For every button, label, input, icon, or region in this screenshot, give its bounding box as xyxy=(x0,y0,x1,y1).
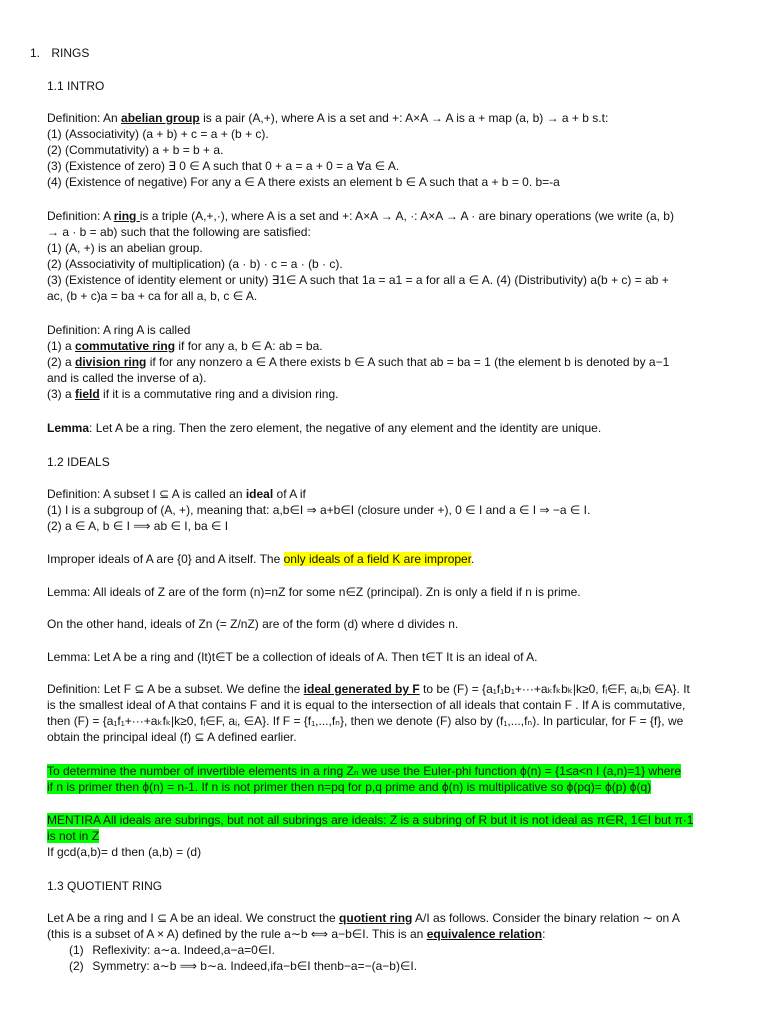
section-title: RINGS xyxy=(51,46,90,60)
lemma-ideals-of-z: Lemma: All ideals of Z are of the form (n)=nZ for some n∈Z (principal). Zn is only a field if n is prime. xyxy=(47,585,581,599)
text-run: to be (F) = {a₁f₁b₁+···+aₖfₖbₖ|k≥0, fᵢ∈F, aᵢ,bᵢ ∈A}. It xyxy=(419,682,690,696)
list-item: (2) a ∈ A, b ∈ I ⟹ ab ∈ I, ba ∈ I xyxy=(47,519,229,533)
list-item: (2) (Associativity of multiplication) (a · b) · c = a · (b · c). xyxy=(47,257,343,271)
list-item xyxy=(47,354,737,370)
text-run: is a triple (A,+,·), where A is a set and +: A×A → A, ·: A×A → A · are binary operations (we write (a, b) xyxy=(139,209,674,223)
list-item xyxy=(47,958,737,974)
list-item: (3) (Existence of identity element or unity) ∃1∈ A such that 1a = a1 = a for all a ∈ A. (4) (Distributivity) a(b + c) = ab + xyxy=(47,273,669,287)
list-item-continuation: and is called the inverse of a). xyxy=(47,371,207,385)
lemma-intersection: Lemma: Let A be a ring and (It)t∈T be a collection of ideals of A. Then t∈T It is an ideal of A. xyxy=(47,650,538,664)
generated-def-line-3: then (F) = {a₁f₁+···+aₖfₖ|k≥0, fᵢ∈F, aᵢ, ∈A}. If F = {f₁,...,fₙ}, then we denote (F) also by (f₁,...,fₙ). In particular, for F = {f}, we xyxy=(47,714,684,728)
text-run: Let A be a ring and I ⊆ A be an ideal. We construct the xyxy=(47,911,340,925)
text-run: is a pair (A,+), where A is a set and +: A×A → A is a + map (a, b) → a + b s.t: xyxy=(199,111,609,125)
text-run: (2) a xyxy=(47,355,76,369)
text-run: if it is a commutative ring and a division ring. xyxy=(99,387,339,401)
text-run: : Let A be a ring. Then the zero element, the negative of any element and the identity are unique. xyxy=(89,421,602,435)
lemma-uniqueness xyxy=(47,420,737,436)
ring-definition xyxy=(47,208,737,304)
green-highlight: To determine the number of invertible elements in a ring Zₙ we use the Euler-phi function ϕ(n) = {1≤a<n I (a,n)=1} where xyxy=(47,764,682,778)
ideal-generated-definition xyxy=(47,681,737,745)
text-run: Definition: An xyxy=(47,111,122,125)
mentira-note xyxy=(47,812,737,860)
ideals-of-zn-note: On the other hand, ideals of Zn (= Z/nZ) are of the form (d) where d divides n. xyxy=(47,617,459,631)
text-run: if for any nonzero a ∈ A there exists b ∈ A such that ab = ba = 1 (the element b is denoted by a−1 xyxy=(146,355,670,369)
list-item: (1) (Associativity) (a + b) + c = a + (b + c). xyxy=(47,127,269,141)
text-run: (this is a subset of A × A) defined by the rule a∼b ⟺ a−b∈I. This is an xyxy=(47,927,427,941)
list-item xyxy=(47,386,737,402)
ring-types-intro: Definition: A ring A is called xyxy=(47,323,191,337)
text-run: Improper ideals of A are {0} and A itself. The xyxy=(47,552,284,566)
quotient-ring-construction xyxy=(47,910,737,974)
text-run: of A if xyxy=(273,487,306,501)
term-commutative-ring: commutative ring xyxy=(75,339,176,353)
term-ideal: ideal xyxy=(245,487,274,501)
green-highlight: is not in Z xyxy=(47,829,100,843)
list-item: (4) (Existence of negative) For any a ∈ A there exists an element b ∈ A such that a + b = 0. b=-a xyxy=(47,175,560,189)
generated-def-line-2: is the smallest ideal of A that contains F and it is equal to the intersection of all ideals that contain F . If A is commutative, xyxy=(47,698,686,712)
text-run: Definition: A xyxy=(47,209,114,223)
ring-def-line xyxy=(47,208,737,224)
generated-def-line-4: obtain the principal ideal (f) ⊆ A defined earlier. xyxy=(47,730,297,744)
list-item: (2) (Commutativity) a + b = b + a. xyxy=(47,143,224,157)
euler-phi-note xyxy=(47,763,737,795)
ring-def-line-2: → a · b = ab) such that the following are satisfied: xyxy=(47,225,311,239)
term-ideal-generated: ideal generated by F xyxy=(303,682,420,696)
quotient-line-2 xyxy=(47,926,737,942)
ideal-def-line xyxy=(47,486,737,502)
text-run: Definition: A subset I ⊆ A is called an xyxy=(47,487,246,501)
green-highlight: MENTIRA All ideals are subrings, but not all subrings are ideals: Z is a subring of R but it is not ideal as π∈R, 1∈I but π·1 xyxy=(47,813,694,827)
abelian-group-definition xyxy=(47,110,737,190)
list-text: Reflexivity: a∼a. Indeed,a−a=0∈I. xyxy=(92,943,275,957)
lemma-label: Lemma xyxy=(47,421,90,435)
term-division-ring: division ring xyxy=(75,355,147,369)
yellow-highlight: only ideals of a field K are improper xyxy=(283,552,472,566)
section-number: 1. xyxy=(30,46,41,60)
quotient-line xyxy=(47,910,737,926)
list-text: Symmetry: a∼b ⟹ b∼a. Indeed,ifa−b∈I thenb−a=−(a−b)∈I. xyxy=(92,959,418,973)
text-run: A/I as follows. Consider the binary relation ∼ on A xyxy=(412,911,680,925)
subsection-heading-ideals: 1.2 IDEALS xyxy=(47,455,110,469)
list-item xyxy=(47,338,737,354)
improper-ideals-note xyxy=(47,551,737,567)
list-item: (1) I is a subgroup of (A, +), meaning that: a,b∈I ⇒ a+b∈I (closure under +), 0 ∈ I and a ∈ I ⇒ −a ∈ I. xyxy=(47,503,591,517)
text-run: (1) a xyxy=(47,339,76,353)
text-run: Definition: Let F ⊆ A be a subset. We define the xyxy=(47,682,304,696)
term-field: field xyxy=(75,387,100,401)
abelian-def-line xyxy=(47,110,737,126)
list-number: (2) xyxy=(69,959,84,973)
term-ring: ring xyxy=(113,209,140,223)
subsection-heading-quotient-ring: 1.3 QUOTIENT RING xyxy=(47,879,163,893)
term-quotient-ring: quotient ring xyxy=(339,911,413,925)
list-number: (1) xyxy=(69,943,84,957)
term-abelian-group: abelian group xyxy=(121,111,200,125)
subsection-heading-intro: 1.1 INTRO xyxy=(47,79,105,93)
gcd-note: If gcd(a,b)= d then (a,b) = (d) xyxy=(47,845,202,859)
text-run: if for any a, b ∈ A: ab = ba. xyxy=(175,339,323,353)
list-item: (3) (Existence of zero) ∃ 0 ∈ A such that 0 + a = a + 0 = a ∀a ∈ A. xyxy=(47,159,400,173)
green-highlight: if n is primer then ϕ(n) = n-1. If n is not primer then n=pq for p,q prime and ϕ(n) is multiplicative so ϕ(pq)= ϕ(p) ϕ(q) xyxy=(47,780,652,794)
section-heading-rings xyxy=(30,45,89,61)
ideal-definition xyxy=(47,486,737,534)
list-item: (1) (A, +) is an abelian group. xyxy=(47,241,203,255)
list-item xyxy=(47,942,737,958)
text-run: : xyxy=(542,927,546,941)
term-equivalence-relation: equivalence relation xyxy=(426,927,543,941)
generated-def-line xyxy=(47,681,737,697)
text-run: (3) a xyxy=(47,387,76,401)
ring-types-definition xyxy=(47,322,737,402)
list-item: ac, (b + c)a = ba + ca for all a, b, c ∈ A. xyxy=(47,289,258,303)
text-run: . xyxy=(471,552,475,566)
